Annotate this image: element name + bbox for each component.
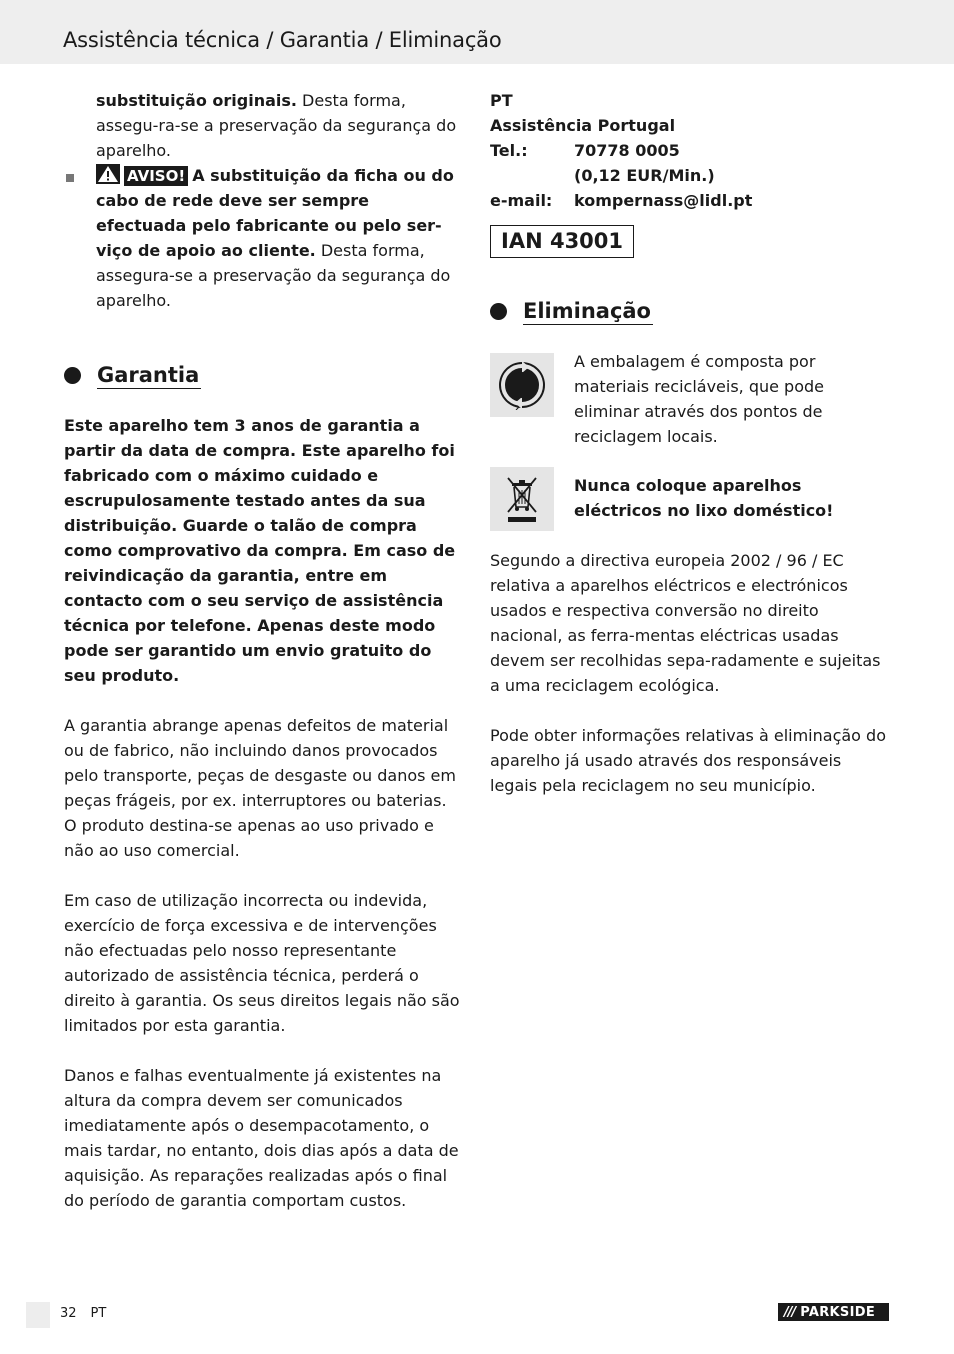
packaging-row [490,353,892,449]
garantia-paragraph-2: Em caso de utilização incorrecta ou indevida, exercício de força excessiva e de intervenções não efectuadas pelo nosso representante autorizado de assistência técnica, perderá o direito à garantia. Os seus direitos legais não são limitados por esta garantia. [64,891,460,1035]
email-label: e-mail: [490,191,553,210]
weee-row [490,467,892,531]
eliminacao-paragraph-1: Segundo a directiva europeia 2002 / 96 / EC relativa a aparelhos eléctricos e electrónicos usados e respectiva conversão no direito nacional, as ferra-mentas eléctricas usadas devem ser recolhidas sepa-radamente e sujeitas a uma reciclagem ecológica. [490,551,881,695]
brand-name: PARKSIDE [800,1304,876,1320]
contact-email-row [490,188,892,213]
warning-bullet [64,163,464,313]
eliminacao-title: Eliminação [523,299,651,323]
garantia-heading [64,362,464,389]
contact-rate-row [490,163,892,188]
page-title: Assistência técnica / Garantia / Eliminação [63,28,502,52]
warning-paragraph [96,163,464,313]
tel-value: 70778 0005 [574,141,680,160]
footer [60,1306,120,1321]
page-header [0,0,954,64]
tel-rate: (0,12 EUR/Min.) [574,166,715,185]
garantia-paragraph-3: Danos e falhas eventualmente já existentes na altura da compra devem ser comunicados imediatamente após o desempacotamento, o mais tardar, no entanto, dois dias após a data de aquisição. As reparações realizadas após o final do período de garantia comportam custos. [64,1066,459,1210]
garantia-bold-paragraph: Este aparelho tem 3 anos de garantia a partir da data de compra. Este aparelho foi fabricado com o máximo cuidado e escrupulosamente testado antes da sua distribuição. Guarde o talão de compra como comprovativo da compra. Em caso de reivindicação da garantia, entre em contacto com o seu serviço de assistência técnica por telefone. Apenas deste modo pode ser garantido um envio gratuito do seu produto. [64,416,456,685]
left-column [64,88,464,1213]
footer-marker [26,1302,50,1328]
warning-rest: Desta forma, assegura-se a preservação da segurança do aparelho. [96,241,451,310]
parkside-logo [778,1303,889,1321]
contact-country: PT [490,91,513,110]
crossed-bin-icon [490,467,554,531]
continued-rest: Desta forma, assegu-ra-se a preservação da segurança do aparelho. [96,91,457,160]
right-column [490,88,892,798]
garantia-title: Garantia [97,363,200,387]
contact-service-name: Assistência Portugal [490,116,676,135]
warning-bold: A substituição da ficha ou do cabo de rede deve ser sempre efectuada pelo fabricante ou pelo ser-viço de apoio ao cliente. [96,166,454,260]
aviso-label: AVISO! [124,166,188,186]
page-number: 32 [60,1306,77,1321]
continued-paragraph [64,88,464,163]
garantia-paragraph-1: A garantia abrange apenas defeitos de material ou de fabrico, não incluindo danos provocados pelo transporte, peças de desgaste ou danos em peças frágeis, por ex. interruptores ou baterias. O produto destina-se apenas ao uso privado e não ao uso comercial. [64,716,456,860]
email-value: kompernass@lidl.pt [574,191,753,210]
packaging-text: A embalagem é composta por materiais recicláveis, que pode eliminar através dos pontos de reciclagem locais. [574,352,824,446]
section-dot-icon [490,303,507,320]
ian-box: IAN 43001 [490,225,634,258]
bullet-marker [66,174,74,182]
continued-bold: substituição originais. [96,91,297,110]
contact-tel-row [490,138,892,163]
brand-slashes: /// [784,1304,796,1320]
eliminacao-heading [490,298,892,325]
green-dot-recycling-icon [490,353,554,417]
weee-text: Nunca coloque aparelhos eléctricos no lixo doméstico! [574,476,834,520]
warning-triangle-icon [96,164,120,184]
tel-label: Tel.: [490,141,528,160]
footer-language: PT [90,1306,107,1321]
section-dot-icon [64,367,81,384]
eliminacao-paragraph-2: Pode obter informações relativas à eliminação do aparelho já usado através dos responsáveis legais pela reciclagem no seu município. [490,726,886,795]
